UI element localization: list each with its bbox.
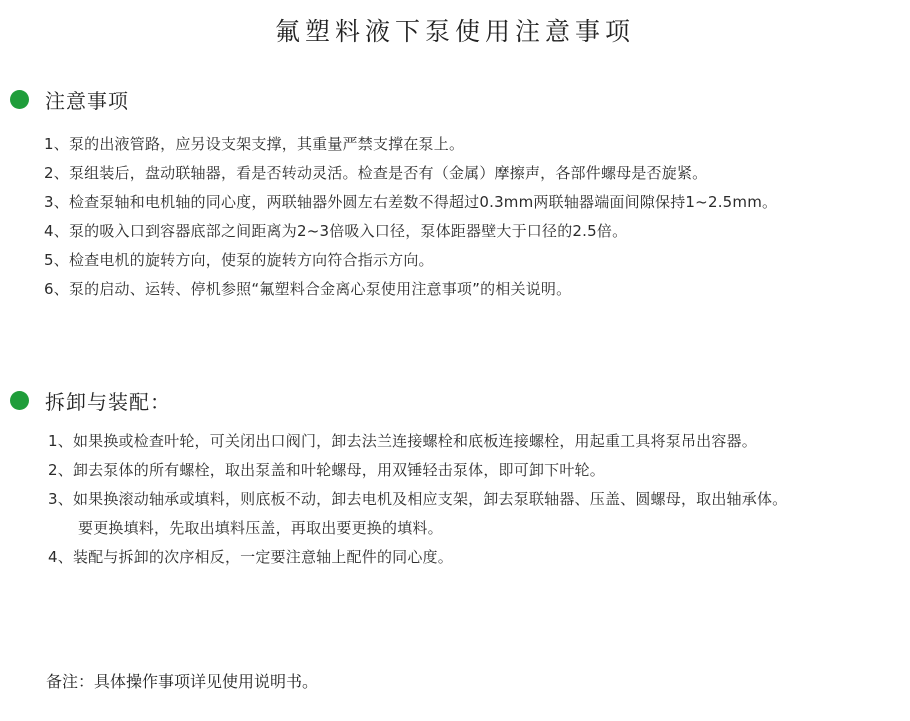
item-number: 2、	[48, 461, 73, 479]
page-title: 氟塑料液下泵使用注意事项	[274, 17, 635, 46]
item-number: 2、	[44, 164, 69, 182]
section-heading-notes	[10, 84, 129, 114]
item-text: 泵的吸入口到容器底部之间距离为2~3倍吸入口径，泵体距器壁大于口径的2.5倍。	[68, 222, 628, 240]
list-item	[44, 246, 777, 275]
list-item	[44, 159, 777, 188]
item-number: 3、	[44, 193, 69, 211]
disassembly-list	[48, 427, 787, 572]
item-text: 泵的启动、运转、停机参照“氟塑料合金离心泵使用注意事项”的相关说明。	[68, 280, 572, 298]
item-number: 4、	[48, 548, 73, 566]
item-text: 要更换填料，先取出填料压盖，再取出要更换的填料。	[78, 519, 443, 537]
list-item	[48, 456, 787, 485]
notes-list	[44, 130, 777, 304]
item-text: 检查泵轴和电机轴的同心度，两联轴器外圆左右差数不得超过0.3mm两联轴器端面间隙保持1~2.5mm。	[68, 193, 778, 211]
remark-note: 备注：具体操作事项详见使用说明书。	[46, 672, 319, 691]
list-item	[48, 543, 787, 572]
item-text: 泵的出液管路，应另设支架支撑，其重量严禁支撑在泵上。	[68, 135, 465, 153]
list-item-continuation	[48, 514, 787, 543]
item-number: 4、	[44, 222, 69, 240]
item-number: 1、	[44, 135, 69, 153]
section-heading-disassembly	[10, 385, 171, 415]
list-item	[44, 130, 777, 159]
list-item	[48, 485, 787, 514]
item-number: 3、	[48, 490, 73, 508]
item-text: 泵组装后，盘动联轴器，看是否转动灵活。检查是否有（金属）摩擦声，各部件螺母是否旋紧。	[68, 164, 708, 182]
item-text: 如果换或检查叶轮，可关闭出口阀门，卸去法兰连接螺栓和底板连接螺栓，用起重工具将泵吊出容器。	[72, 432, 757, 450]
list-item	[44, 217, 777, 246]
item-text: 装配与拆卸的次序相反，一定要注意轴上配件的同心度。	[72, 548, 453, 566]
green-dot-icon	[10, 90, 29, 109]
item-number: 1、	[48, 432, 73, 450]
list-item	[48, 427, 787, 456]
item-text: 卸去泵体的所有螺栓，取出泵盖和叶轮螺母，用双锤轻击泵体，即可卸下叶轮。	[72, 461, 605, 479]
item-number: 5、	[44, 251, 69, 269]
item-number: 6、	[44, 280, 69, 298]
section-title: 拆卸与装配：	[45, 389, 171, 414]
list-item	[44, 275, 777, 304]
section-title: 注意事项	[45, 88, 129, 113]
list-item	[44, 188, 777, 217]
green-dot-icon	[10, 391, 29, 410]
item-text: 检查电机的旋转方向，使泵的旋转方向符合指示方向。	[68, 251, 434, 269]
item-text: 如果换滚动轴承或填料，则底板不动，卸去电机及相应支架，卸去泵联轴器、压盖、圆螺母，取出轴承体。	[72, 490, 788, 508]
